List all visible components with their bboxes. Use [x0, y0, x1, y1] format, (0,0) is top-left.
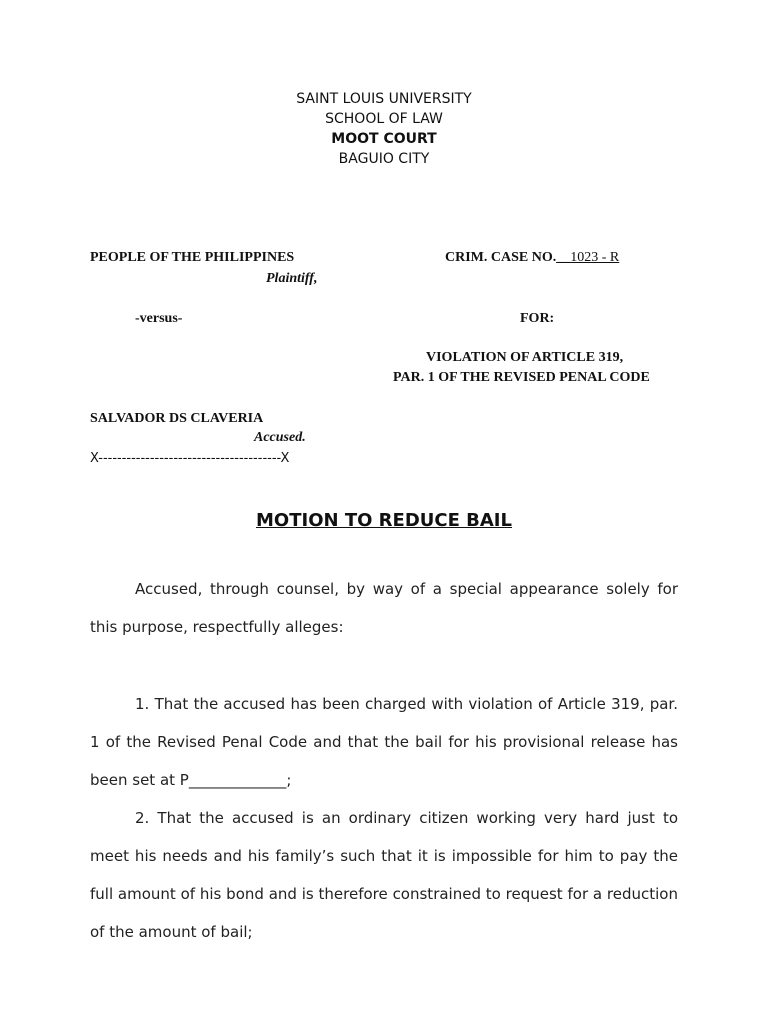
- accused-name: SALVADOR DS CLAVERIA: [90, 411, 264, 426]
- accused-label: Accused.: [254, 430, 306, 445]
- case-number-label: CRIM. CASE NO.: [445, 250, 557, 265]
- court-name: MOOT COURT: [331, 131, 437, 147]
- versus-label: -versus-: [135, 311, 183, 326]
- intro-paragraph: [90, 570, 678, 646]
- case-number: [445, 250, 619, 266]
- paragraph-1: [90, 685, 678, 799]
- case-number-value: __1023 - R: [556, 250, 620, 265]
- intro-text: Accused, through counsel, by way of a special appearance solely for this purpose, respectfully alleges:: [90, 580, 678, 636]
- for-label: FOR:: [520, 311, 555, 326]
- plaintiff-label: Plaintiff,: [266, 271, 318, 286]
- paragraph-2-text: 2. That the accused is an ordinary citizen working very hard just to meet his needs and his family’s such that it is impossible for him to pay the full amount of his bond and is therefore constrained to request for a reduction of the amount of bail;: [90, 809, 678, 941]
- court-header: [0, 89, 768, 169]
- caption-divider: X---------------------------------------X: [90, 451, 290, 466]
- document-title: MOTION TO REDUCE BAIL: [256, 510, 512, 531]
- university-name: SAINT LOUIS UNIVERSITY: [296, 91, 472, 107]
- paragraph-1-text: 1. That the accused has been charged with violation of Article 319, par. 1 of the Revised Penal Code and that the bail for his provisional release has been set at P_____________;: [90, 695, 678, 789]
- charge-line-1: VIOLATION OF ARTICLE 319,: [426, 350, 624, 365]
- city-name: BAGUIO CITY: [338, 151, 430, 167]
- paragraph-2: [90, 799, 678, 951]
- charge-line-2: PAR. 1 OF THE REVISED PENAL CODE: [393, 370, 650, 385]
- school-name: SCHOOL OF LAW: [325, 111, 443, 127]
- plaintiff-name: PEOPLE OF THE PHILIPPINES: [90, 250, 295, 265]
